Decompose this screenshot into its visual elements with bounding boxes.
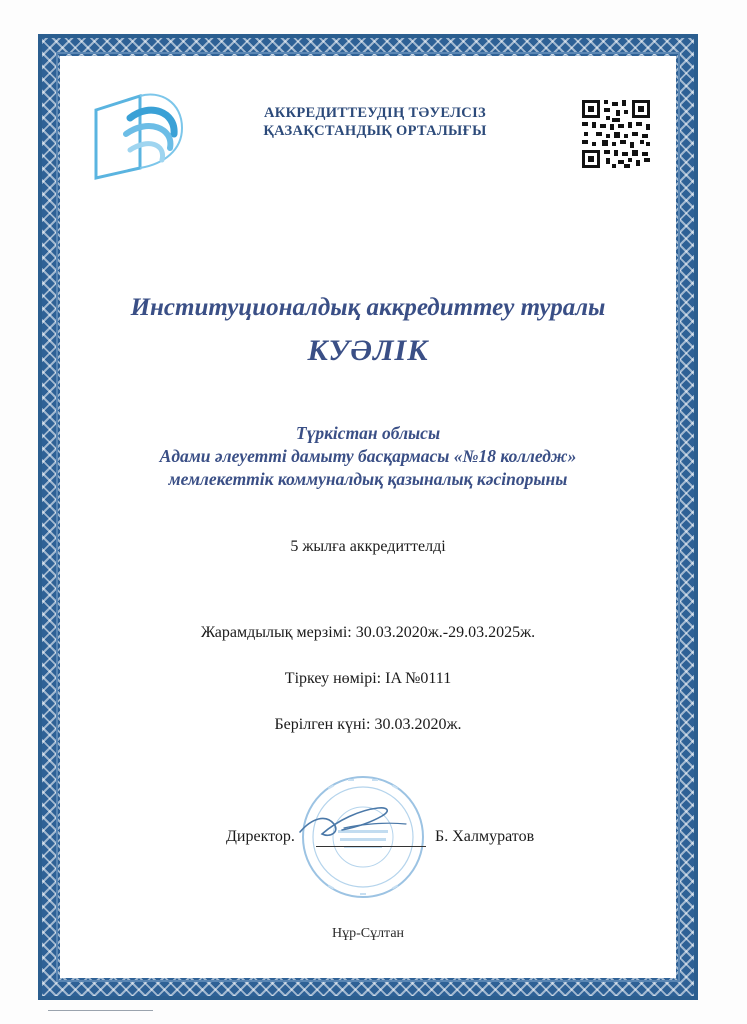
accreditation-logo-icon (90, 88, 190, 180)
issue-date: Берілген күні: 30.03.2020ж. (274, 716, 462, 733)
qr-code-icon (580, 98, 652, 170)
recipient-name: Адами әлеуетті дамыту басқармасы «№18 колледж» (159, 446, 577, 466)
signature-icon (282, 798, 412, 848)
certificate-title: Институционалдық аккредиттеу туралы (130, 294, 606, 321)
director-name: Б. Халмуратов (435, 828, 535, 845)
page-edge-line (48, 1010, 153, 1011)
registration-number: Тіркеу нөмірі: IA №0111 (284, 670, 452, 687)
recipient-block (60, 422, 676, 491)
organization-name (210, 104, 540, 140)
recipient-type: мемлекеттік коммуналдық қазыналық кәсіпорыны (168, 469, 568, 489)
director-label: Директор. (226, 828, 295, 845)
accreditation-term: 5 жылға аккредиттелді (290, 538, 446, 555)
certificate-body (60, 56, 676, 978)
validity-period: Жарамдылық мерзімі: 30.03.2020ж.-29.03.2025ж. (200, 624, 536, 641)
issue-city: Нұр-Сұлтан (331, 926, 405, 941)
organization-name-line2: ҚАЗАҚСТАНДЫҚ ОРТАЛЫҒЫ (263, 123, 487, 139)
signature-line (316, 846, 426, 847)
organization-name-line1: АККРЕДИТТЕУДІҢ ТӘУЕЛСІЗ (264, 105, 486, 121)
recipient-region: Түркістан облысы (295, 423, 441, 443)
certificate-heading: КУӘЛІК (307, 334, 429, 367)
